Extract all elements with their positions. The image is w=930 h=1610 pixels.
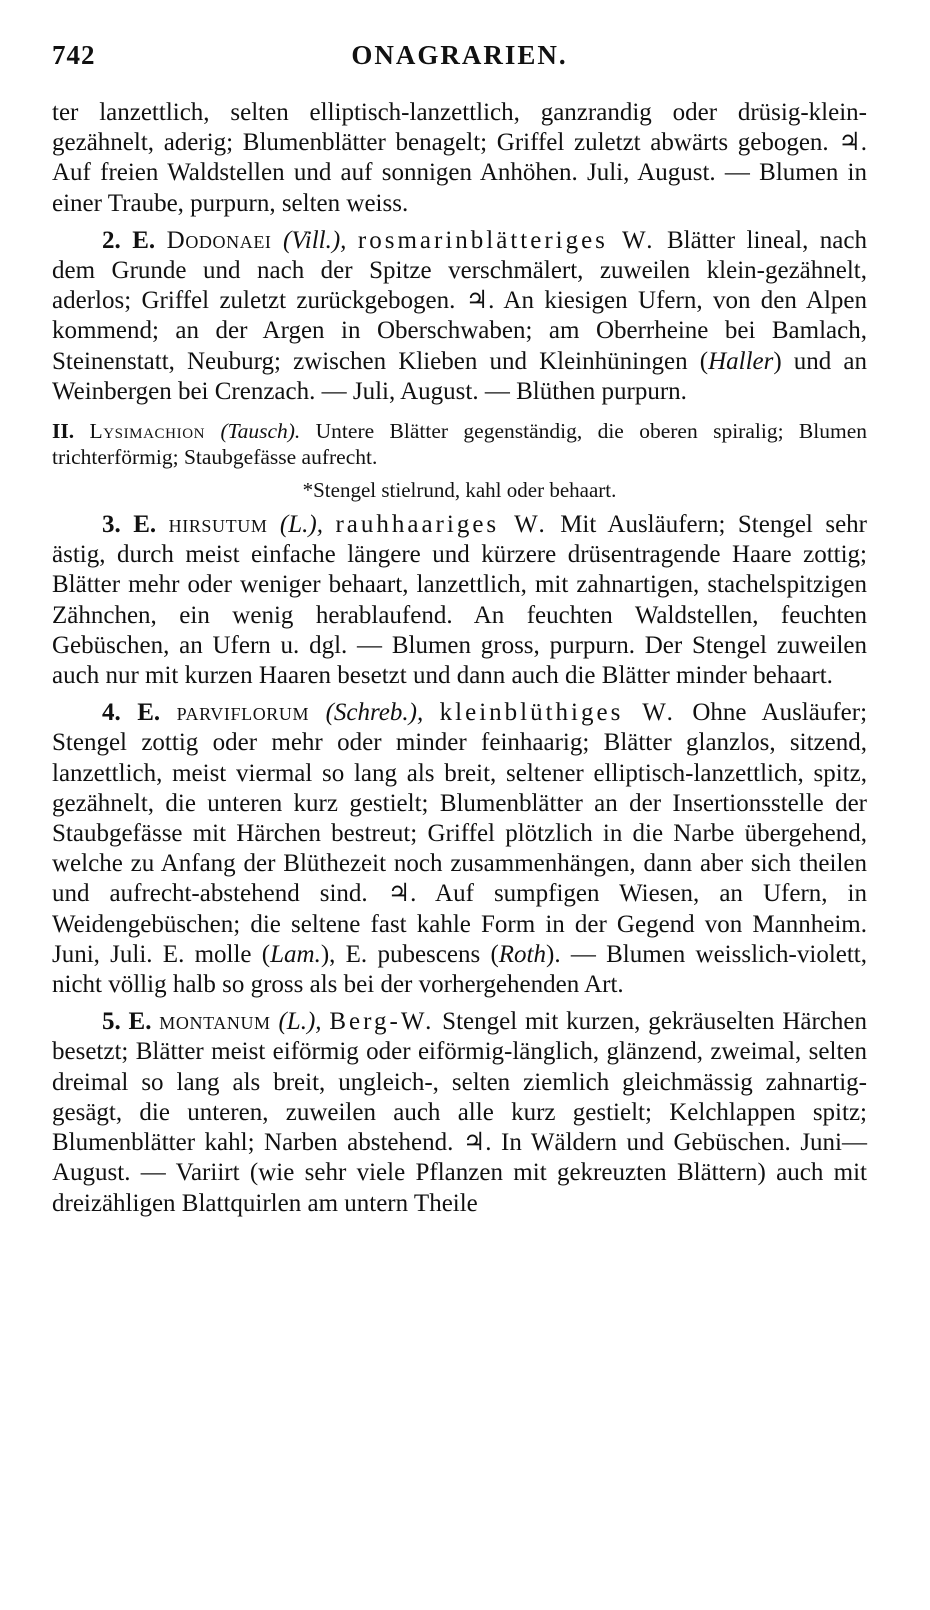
- species-author: (L.),: [279, 511, 323, 539]
- synonym-author: Lam.: [270, 940, 321, 968]
- citation: Haller: [708, 347, 774, 375]
- species-author: (Vill.),: [283, 226, 347, 254]
- page-number: 742: [52, 40, 96, 70]
- species-entry-hirsutum: [52, 510, 867, 691]
- species-name: hirsutum: [168, 511, 268, 539]
- common-name: rauhhaariges W.: [335, 511, 548, 539]
- species-author: (Schreb.),: [325, 699, 424, 727]
- species-name: parviflorum: [176, 699, 310, 727]
- species-entry-montanum: [52, 1007, 867, 1218]
- species-name: Dodonaei: [166, 226, 272, 254]
- entry-text-mid: ), E. pubescens (: [320, 940, 499, 968]
- paragraph-continuation: ter lanzettlich, selten elliptisch-lanzettlich, ganzrandig oder drüsig-klein-gezähnelt, aderig; Blumenblätter benagelt; Griffel zuletzt abwärts gebogen. ♃. Auf freien Waldstellen und auf sonnigen Anhöhen. Juli, August. — Blumen in einer Traube, purpurn, selten weiss.: [52, 99, 867, 217]
- entry-text: Ohne Ausläufer; Stengel zottig oder mehr oder minder feinhaarig; Blätter glanzlos, sitzend, lanzettlich, meist viermal so lang als breit, seltener elliptisch-lanzettlich, spitz, gezähnelt, die unteren kurz gestielt; Blumenblätter an der Insertionsstelle der Staubgefässe mit Härchen bestreut; Griffel plötzlich in die Narbe übergehend, welche zu Anfang der Blüthezeit noch zusammenhängen, dann aber sich theilen und aufrecht-abstehend sind. ♃. Auf sumpfigen Wiesen, an Ufern, in Weidengebüschen; die seltene fast kahle Form in der Gegend von Mannheim. Juni, Juli. E. molle (: [52, 699, 868, 968]
- section-text: Untere Blätter gegenständig, die oberen spiralig; Blumen trichterförmig; Staubgefässe aufrecht.: [52, 419, 868, 470]
- page-header: [52, 40, 867, 84]
- entry-number: 3. E.: [102, 511, 157, 539]
- section-lysimachion: [52, 418, 867, 470]
- synonym-author: Roth: [498, 940, 546, 968]
- entry-number: 5. E.: [102, 1008, 152, 1036]
- entry-text: Blätter lineal, nach dem Grunde und nach der Spitze verschmälert, zuweilen klein-gezähnelt, aderlos; Griffel zuletzt zurückgebogen. ♃. An kiesigen Ufern, von den Alpen kommend; an der Argen in Oberschwaben; am Oberrheine bei Bamlach, Steinenstatt, Neuburg; zwischen Klieben und Kleinhüningen (: [52, 226, 867, 375]
- running-title: ONAGRARIEN.: [351, 40, 568, 70]
- species-entry-dodonaei: [52, 226, 867, 407]
- species-author: (L.),: [278, 1008, 322, 1036]
- common-name: Berg-W.: [329, 1008, 435, 1036]
- section-author: (Tausch).: [220, 419, 301, 444]
- entry-text-end: ) und an Weinbergen bei Crenzach. — Juli, August. — Blüthen purpurn.: [52, 347, 868, 405]
- entry-number: 2. E.: [102, 226, 156, 254]
- species-name: montanum: [159, 1008, 271, 1036]
- body-text: [52, 98, 867, 1219]
- entry-number: 4. E.: [102, 699, 161, 727]
- section-name: Lysimachion: [89, 419, 206, 444]
- species-entry-parviflorum: [52, 698, 867, 1000]
- common-name: kleinblüthiges W.: [439, 699, 676, 727]
- section-number: II.: [52, 419, 75, 444]
- entry-text-end: ). — Blumen weisslich-violett, nicht völlig halb so gross als bei der vorhergehenden Art.: [52, 940, 868, 999]
- common-name: rosmarinblätteriges W.: [357, 226, 656, 254]
- book-page: [52, 40, 867, 1219]
- entry-text: Stengel mit kurzen, gekräuselten Härchen besetzt; Blätter meist eiförmig oder eiförmig-länglich, glänzend, zweimal, selten dreimal so lang als breit, ungleich-, selten ziemlich gleichmässig zahnartig-gesägt, die unteren, zuweilen auch alle kurz gestielt; Kelchlappen spitz; Blumenblätter kahl; Narben abstehend. ♃. In Wäldern und Gebüschen. Juni—August. — Variirt (wie sehr viele Pflanzen mit gekreuzten Blättern) auch mit dreizähligen Blattquirlen am untern Theile: [52, 1008, 868, 1217]
- subheading: *Stengel stielrund, kahl oder behaart.: [302, 478, 617, 503]
- entry-text: Mit Ausläufern; Stengel sehr ästig, durch meist einfache längere und kürzere drüsentragende Haare zottig; Blätter mehr oder weniger behaart, lanzettlich, mit zahnartigen, stachelspitzigen Zähnchen, ein wenig herablaufend. An feuchten Waldstellen, feuchten Gebüschen, an Ufern u. dgl. — Blumen gross, purpurn. Der Stengel zuweilen auch nur mit kurzen Haaren besetzt und dann auch die Blätter minder behaart.: [52, 511, 867, 690]
